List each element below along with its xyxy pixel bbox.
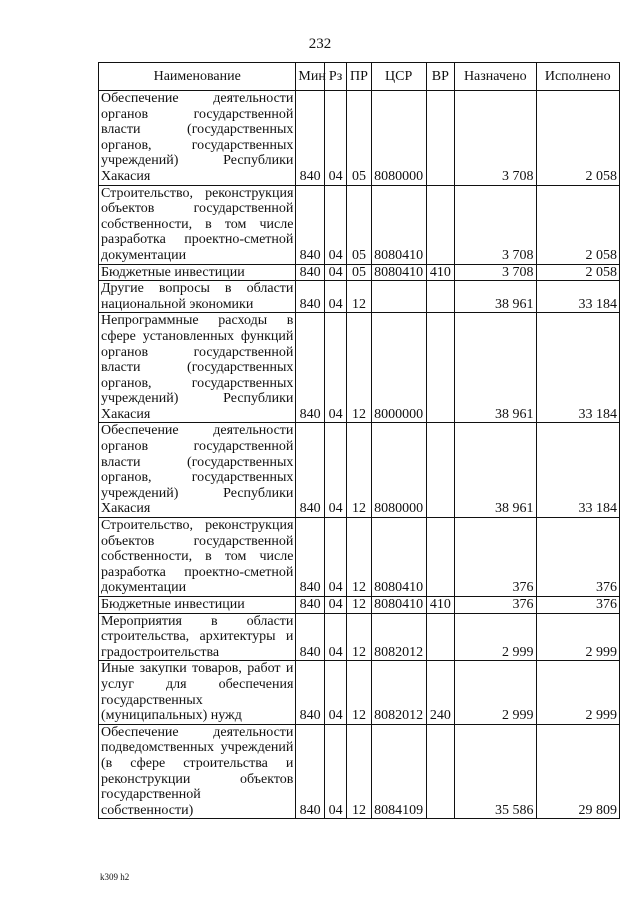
cell-csr: 8080410 — [371, 264, 426, 281]
cell-name: Обеспечение деятельности подведомственных учреждений (в сфере строительства и реконструкции объектов государственной собственности) — [99, 724, 296, 819]
cell-name: Обеспечение деятельности органов государственной власти (государственных органов, государственных учреждений) Республики Хакасия — [99, 423, 296, 518]
cell-assigned: 2 999 — [455, 613, 536, 661]
budget-table — [98, 62, 620, 819]
cell-csr: 8080410 — [371, 518, 426, 597]
footer-code: k309 h2 — [100, 872, 130, 882]
cell-name: Строительство, реконструкция объектов государственной собственности, в том числе разработка проектно-сметной документации — [99, 518, 296, 597]
cell-name: Другие вопросы в области национальной экономики — [99, 281, 296, 313]
cell-csr — [371, 281, 426, 313]
cell-csr: 8080000 — [371, 423, 426, 518]
cell-pr: 12 — [347, 597, 371, 614]
cell-assigned: 2 999 — [455, 661, 536, 724]
cell-assigned: 3 708 — [455, 91, 536, 186]
table-row — [99, 264, 620, 281]
table-row — [99, 281, 620, 313]
cell-name: Бюджетные инвестиции — [99, 264, 296, 281]
table-row — [99, 91, 620, 186]
cell-rz: 04 — [324, 313, 346, 423]
cell-vr: 410 — [426, 264, 454, 281]
cell-name: Мероприятия в области строительства, архитектуры и градостроительства — [99, 613, 296, 661]
cell-rz: 04 — [324, 264, 346, 281]
cell-vr — [426, 423, 454, 518]
cell-assigned: 35 586 — [455, 724, 536, 819]
cell-executed: 376 — [536, 597, 619, 614]
cell-assigned: 3 708 — [455, 185, 536, 264]
cell-name: Бюджетные инвестиции — [99, 597, 296, 614]
header-executed: Исполнено — [536, 63, 619, 91]
cell-min: 840 — [296, 661, 324, 724]
cell-pr: 12 — [347, 423, 371, 518]
cell-min: 840 — [296, 313, 324, 423]
cell-pr: 12 — [347, 724, 371, 819]
cell-executed: 33 184 — [536, 423, 619, 518]
header-name: Наименование — [99, 63, 296, 91]
header-csr: ЦСР — [371, 63, 426, 91]
cell-executed: 2 058 — [536, 91, 619, 186]
cell-executed: 2 999 — [536, 661, 619, 724]
cell-min: 840 — [296, 185, 324, 264]
cell-name: Непрограммные расходы в сфере установленных функций органов государственной власти (государственных органов, государственных учреждений) Республики Хакасия — [99, 313, 296, 423]
table-row — [99, 423, 620, 518]
cell-min: 840 — [296, 613, 324, 661]
cell-min: 840 — [296, 281, 324, 313]
header-rz: Рз — [324, 63, 346, 91]
table-row — [99, 613, 620, 661]
cell-assigned: 38 961 — [455, 423, 536, 518]
cell-name: Иные закупки товаров, работ и услуг для обеспечения государственных (муниципальных) нужд — [99, 661, 296, 724]
cell-csr: 8080410 — [371, 597, 426, 614]
cell-pr: 12 — [347, 661, 371, 724]
header-min: Мин — [296, 63, 324, 91]
cell-rz: 04 — [324, 281, 346, 313]
header-row — [99, 63, 620, 91]
cell-vr — [426, 281, 454, 313]
cell-min: 840 — [296, 264, 324, 281]
cell-executed: 376 — [536, 518, 619, 597]
cell-pr: 05 — [347, 264, 371, 281]
cell-rz: 04 — [324, 724, 346, 819]
cell-vr — [426, 724, 454, 819]
cell-csr: 8084109 — [371, 724, 426, 819]
cell-executed: 2 058 — [536, 264, 619, 281]
table-row — [99, 724, 620, 819]
cell-assigned: 38 961 — [455, 281, 536, 313]
table-row — [99, 597, 620, 614]
cell-csr: 8082012 — [371, 613, 426, 661]
table-row — [99, 661, 620, 724]
cell-min: 840 — [296, 423, 324, 518]
cell-rz: 04 — [324, 518, 346, 597]
cell-executed: 33 184 — [536, 281, 619, 313]
cell-pr: 12 — [347, 518, 371, 597]
cell-rz: 04 — [324, 91, 346, 186]
cell-rz: 04 — [324, 661, 346, 724]
cell-executed: 2 999 — [536, 613, 619, 661]
cell-min: 840 — [296, 518, 324, 597]
cell-assigned: 38 961 — [455, 313, 536, 423]
table-row — [99, 518, 620, 597]
cell-rz: 04 — [324, 613, 346, 661]
cell-vr — [426, 613, 454, 661]
cell-csr: 8080000 — [371, 91, 426, 186]
cell-pr: 12 — [347, 613, 371, 661]
cell-assigned: 376 — [455, 597, 536, 614]
cell-csr: 8082012 — [371, 661, 426, 724]
cell-min: 840 — [296, 724, 324, 819]
cell-vr — [426, 518, 454, 597]
cell-rz: 04 — [324, 423, 346, 518]
cell-csr: 8000000 — [371, 313, 426, 423]
cell-pr: 05 — [347, 91, 371, 186]
cell-vr — [426, 185, 454, 264]
cell-pr: 12 — [347, 281, 371, 313]
cell-min: 840 — [296, 91, 324, 186]
cell-csr: 8080410 — [371, 185, 426, 264]
cell-rz: 04 — [324, 185, 346, 264]
cell-vr — [426, 91, 454, 186]
cell-vr: 240 — [426, 661, 454, 724]
cell-vr: 410 — [426, 597, 454, 614]
cell-pr: 12 — [347, 313, 371, 423]
cell-pr: 05 — [347, 185, 371, 264]
header-pr: ПР — [347, 63, 371, 91]
cell-assigned: 3 708 — [455, 264, 536, 281]
table-row — [99, 185, 620, 264]
table-row — [99, 313, 620, 423]
cell-name: Обеспечение деятельности органов государственной власти (государственных органов, государственных учреждений) Республики Хакасия — [99, 91, 296, 186]
header-vr: ВР — [426, 63, 454, 91]
cell-executed: 2 058 — [536, 185, 619, 264]
cell-executed: 29 809 — [536, 724, 619, 819]
cell-assigned: 376 — [455, 518, 536, 597]
cell-rz: 04 — [324, 597, 346, 614]
cell-executed: 33 184 — [536, 313, 619, 423]
cell-min: 840 — [296, 597, 324, 614]
page-number: 232 — [308, 36, 332, 52]
cell-name: Строительство, реконструкция объектов государственной собственности, в том числе разработка проектно-сметной документации — [99, 185, 296, 264]
cell-vr — [426, 313, 454, 423]
header-assigned: Назначено — [455, 63, 536, 91]
